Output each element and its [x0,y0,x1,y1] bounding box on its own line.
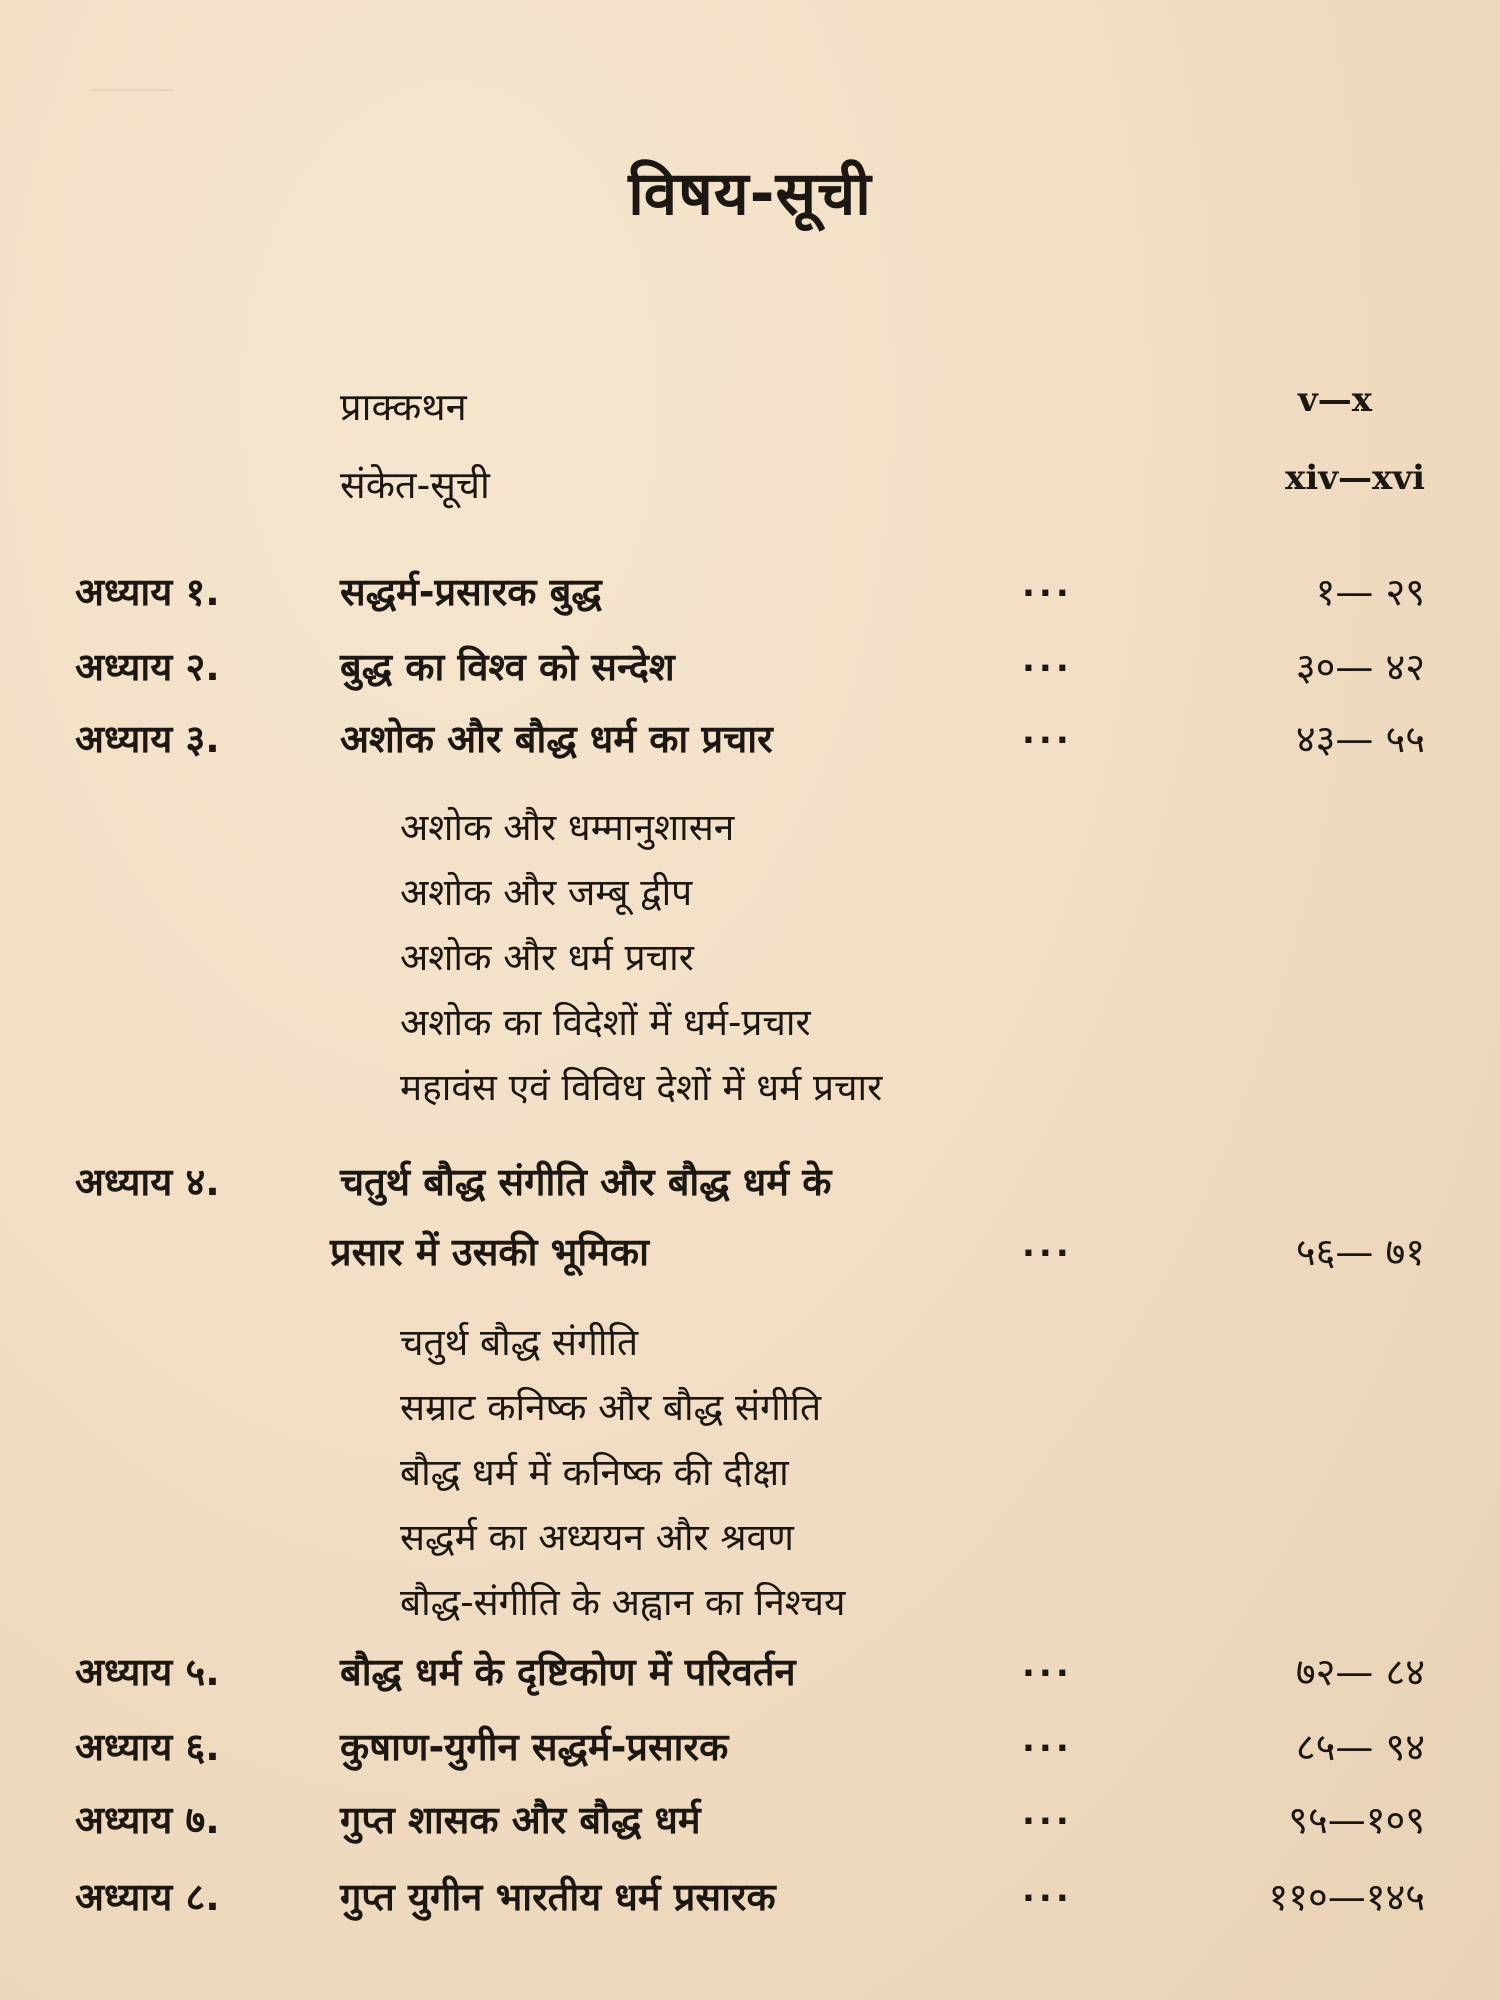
subsection-item [0,1575,1500,1635]
subsection-item [0,1380,1500,1440]
subsection-label: सद्धर्म का अध्ययन और श्रवण [400,1516,794,1559]
chapter-title: अशोक और बौद्ध धर्म का प्रचार [340,717,773,761]
subsection-label: अशोक का विदेशों में धर्म-प्रचार [400,1001,811,1044]
chapter-pages: ११०—१४५ [1268,1875,1425,1919]
toc-chapter-7 [0,1793,1500,1853]
chapter-pages: ३०— ४२ [1295,645,1425,689]
chapter-title-line1: चतुर्थ बौद्ध संगीति और बौद्ध धर्म के [340,1160,832,1204]
leader-dots: ... [1022,1793,1073,1833]
subsection-label: बौद्ध-संगीति के अह्वान का निश्चय [400,1581,846,1624]
chapter-title: सद्धर्म-प्रसारक बुद्ध [340,570,602,614]
chapter-title: बुद्ध का विश्व को सन्देश [340,645,675,689]
toc-chapter-4 [0,1155,1500,1215]
chapter-pages: ८५— ९४ [1295,1725,1425,1769]
entry-label: संकेत-सूची [340,463,490,507]
subsection-label: चतुर्थ बौद्ध संगीति [400,1321,639,1364]
toc-entry-preface [0,380,1500,440]
leader-dots: ... [1022,1225,1073,1265]
chapter-number: अध्याय ५. [75,1650,220,1694]
subsection-label: सम्राट कनिष्क और बौद्ध संगीति [400,1386,822,1429]
chapter-title: बौद्ध धर्म के दृष्टिकोण में परिवर्तन [340,1650,796,1694]
subsection-label: अशोक और धर्म प्रचार [400,936,694,979]
subsection-item [0,1060,1500,1120]
subsection-item [0,1445,1500,1505]
toc-chapter-1 [0,565,1500,625]
chapter-number: अध्याय १. [75,570,220,614]
subsection-label: अशोक और धम्मानुशासन [400,806,735,849]
chapter-title: गुप्त शासक और बौद्ध धर्म [340,1798,701,1842]
page-title: विषय-सूची [628,159,872,229]
entry-label: प्राक्कथन [340,385,467,429]
chapter-title: कुषाण-युगीन सद्धर्म-प्रसारक [340,1725,729,1769]
chapter-pages: १— २९ [1315,570,1425,614]
chapter-number: अध्याय ७. [75,1798,220,1842]
subsection-item [0,1315,1500,1375]
leader-dots: ... [1022,712,1073,752]
chapter-pages: ५६— ७१ [1295,1230,1425,1274]
subsection-label: बौद्ध धर्म में कनिष्क की दीक्षा [400,1451,789,1494]
subsection-item [0,930,1500,990]
chapter-number: अध्याय २. [75,645,220,689]
chapter-number: अध्याय ४. [75,1160,220,1204]
toc-chapter-6 [0,1720,1500,1780]
leader-dots: ... [1022,640,1073,680]
toc-chapter-5 [0,1645,1500,1705]
leader-dots: ... [1022,1720,1073,1760]
chapter-number: अध्याय ६. [75,1725,220,1769]
leader-dots: ... [1022,565,1073,605]
show-through-text: ⸻ [90,68,175,108]
chapter-number: अध्याय ३. [75,717,220,761]
leader-dots: ... [1022,1870,1073,1910]
chapter-title-line2: प्रसार में उसकी भूमिका [330,1230,649,1274]
chapter-pages: ९५—१०९ [1288,1798,1425,1842]
toc-chapter-2 [0,640,1500,700]
subsection-label: अशोक और जम्बू द्वीप [400,871,693,914]
toc-chapter-8 [0,1870,1500,1930]
chapter-pages: ७२— ८४ [1295,1650,1425,1694]
subsection-item [0,865,1500,925]
entry-pages: v—x [1297,380,1372,420]
toc-entry-abbreviations [0,458,1500,518]
toc-chapter-3 [0,712,1500,772]
leader-dots: ... [1022,1645,1073,1685]
chapter-title: गुप्त युगीन भारतीय धर्म प्रसारक [340,1875,776,1919]
chapter-number: अध्याय ८. [75,1875,220,1919]
subsection-item [0,1510,1500,1570]
toc-chapter-4-cont [0,1225,1500,1285]
subsection-item [0,995,1500,1055]
subsection-item [0,800,1500,860]
entry-pages: xiv—xvi [1285,458,1425,498]
chapter-pages: ४३— ५५ [1295,717,1425,761]
subsection-label: महावंस एवं विविध देशों में धर्म प्रचार [400,1066,883,1109]
